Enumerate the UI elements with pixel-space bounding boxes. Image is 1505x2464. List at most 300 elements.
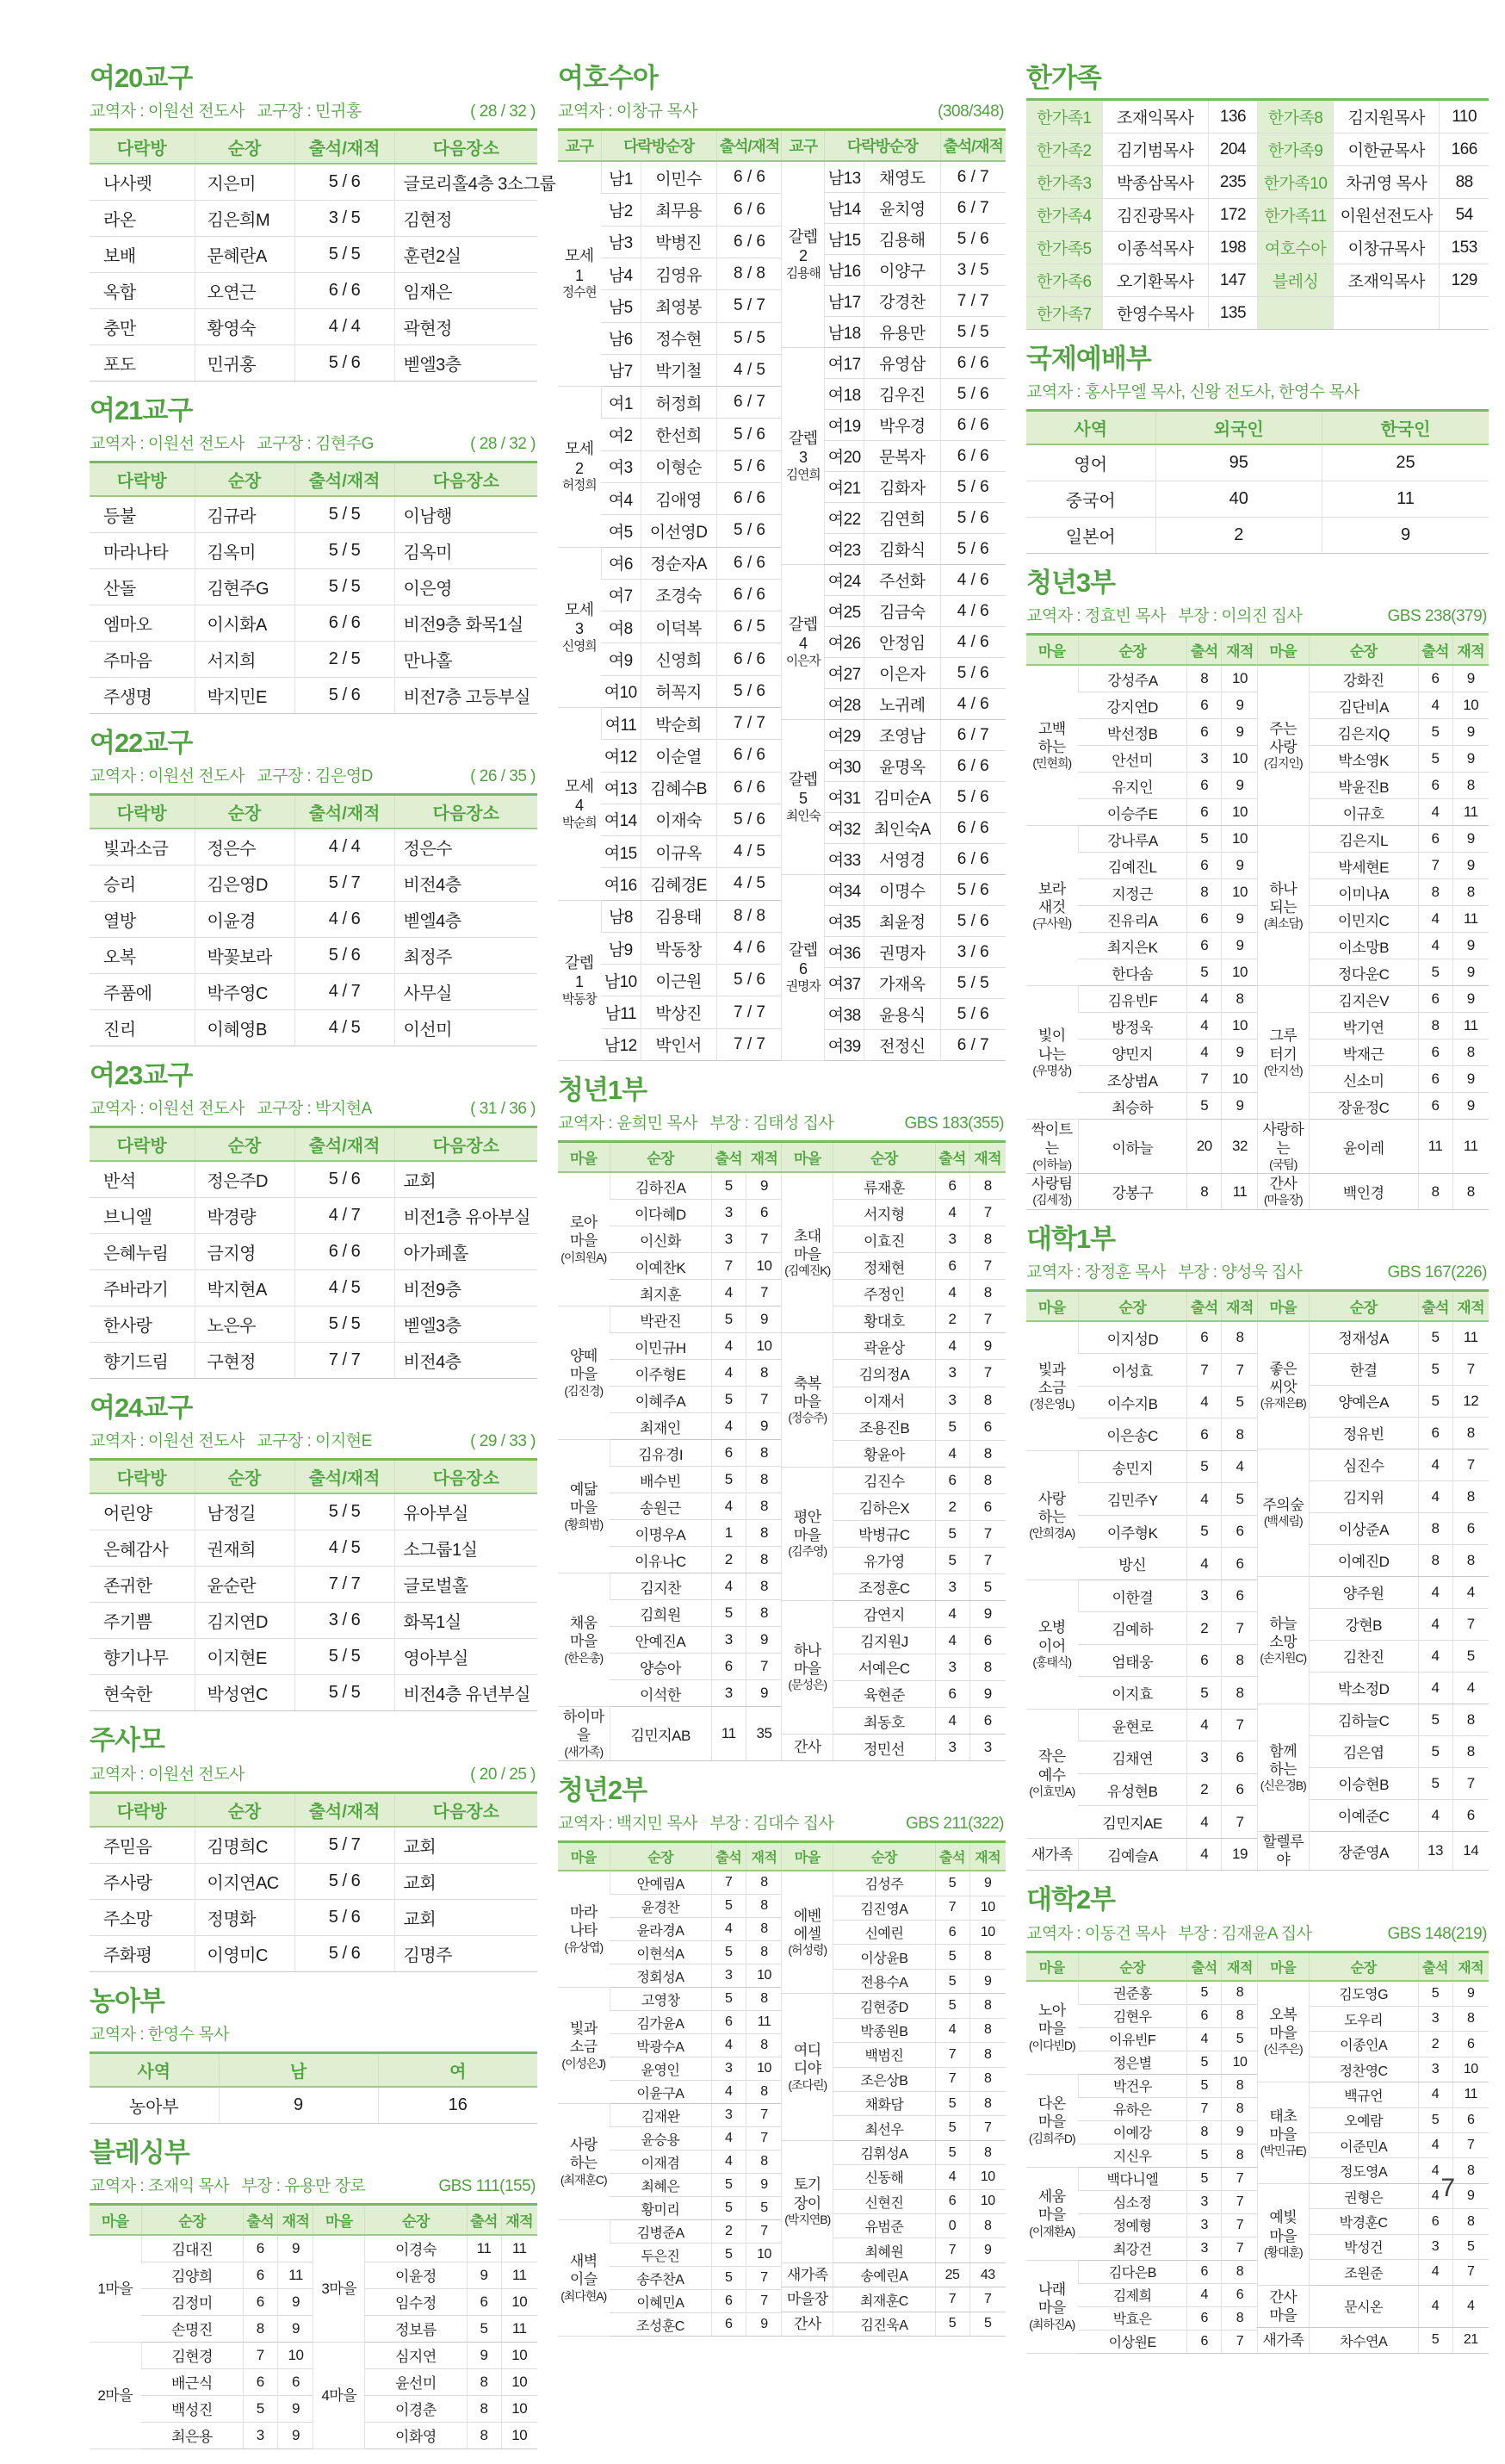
group-label-line: 최인숙: [785, 809, 821, 823]
cell: 주믿음: [90, 1827, 195, 1864]
cell: 조은상B: [833, 2067, 935, 2091]
table-row: [1026, 665, 1258, 692]
cell: 7: [1222, 2237, 1258, 2260]
cell: 8: [243, 2315, 277, 2342]
cell: 7 / 7: [294, 1567, 394, 1603]
cell: 5: [1418, 746, 1452, 773]
cell: 4: [711, 1360, 746, 1387]
table-row: [90, 1010, 537, 1046]
cell: 심지연: [365, 2342, 467, 2368]
column-header: 사역: [90, 2052, 219, 2087]
cell: 6 / 6: [294, 605, 394, 642]
cell: 남3: [601, 226, 641, 258]
cell: 3: [935, 1573, 969, 1600]
cell: 이수지B: [1078, 1386, 1187, 1418]
table-row: [1257, 1321, 1489, 1354]
cell: 6: [1187, 2004, 1222, 2027]
cell: 6: [1418, 2209, 1452, 2234]
cell: 여22: [825, 503, 864, 534]
group-label-line: 마을: [1037, 2206, 1066, 2224]
hanfamily-dept-title: 한가족: [1026, 63, 1101, 93]
cell: 6: [935, 1253, 969, 1280]
cell: 5 / 6: [940, 999, 1006, 1030]
cell: 8: [1222, 1418, 1258, 1451]
table-row: [782, 1333, 1006, 1360]
group-label-line: 세움: [1037, 2188, 1066, 2206]
cell: 10: [501, 2342, 537, 2368]
cell: 11: [1452, 2082, 1489, 2107]
group-label: [1026, 1321, 1078, 1451]
column-header: 교구: [782, 130, 825, 162]
cell: 9: [969, 1333, 1006, 1360]
cell: 6: [1418, 1040, 1452, 1066]
header-row: [782, 130, 1006, 162]
cell: 조성훈C: [610, 2313, 711, 2337]
meta-staff: 교역자 : 이원선 전도사 교구장 : 김은영D: [90, 767, 373, 786]
cell: 강지연D: [1078, 692, 1187, 719]
group: [782, 348, 1006, 565]
cell: 6: [1187, 933, 1222, 959]
cell: 5: [935, 2116, 969, 2140]
group-label-line: 마을: [1269, 2227, 1298, 2244]
meta-staff: 교역자 : 정효빈 목사 부장 : 이의진 집사: [1026, 607, 1303, 626]
cell: 3: [1187, 746, 1222, 773]
column-header: 마을: [1257, 1952, 1309, 1981]
cell: 8: [1452, 1174, 1489, 1210]
cell: 10: [746, 1964, 782, 1988]
univ1-dept-title: 대학1부: [1026, 1223, 1116, 1254]
cell: 김정미: [141, 2288, 243, 2315]
cell: 윤순란: [195, 1567, 294, 1603]
cell: 3: [711, 1627, 746, 1654]
group: [558, 1573, 782, 1707]
group: [1026, 1981, 1258, 2075]
cell: 8: [1452, 879, 1489, 906]
cell: 8: [1418, 1544, 1452, 1576]
youth1-dept-subtable: [781, 1140, 1006, 1761]
univ1-dept-tables: [1026, 1289, 1489, 1871]
cell: 김화자: [864, 472, 940, 503]
youth2-dept-meta: [558, 1810, 1004, 1834]
cell: 6 / 6: [294, 1234, 394, 1270]
row-label: 한가족1: [1026, 100, 1102, 133]
table-row: [90, 866, 537, 902]
cell: 강화진: [1309, 665, 1418, 692]
cell: 7: [969, 2116, 1006, 2140]
yeo21-district-table: [90, 461, 537, 714]
cell: 이미나A: [1309, 879, 1418, 906]
group-label-line: 이어: [1037, 1637, 1066, 1654]
yeo23-district-table: [90, 1126, 537, 1379]
cell: 4: [711, 2081, 746, 2104]
cell: 8: [746, 1493, 782, 1520]
cell: 만나홀: [394, 642, 537, 678]
column-header: 다음장소: [394, 130, 537, 164]
group-label-line: 할렐루야: [1262, 1833, 1304, 1869]
cell: 5: [746, 2197, 782, 2220]
group-label-line: (이희원A): [561, 1250, 607, 1264]
cell: 김지연D: [195, 1603, 294, 1639]
group: [782, 720, 1006, 875]
cell: 송예린A: [833, 2262, 935, 2287]
yeo23-district-meta: [90, 1095, 536, 1119]
cell: 3 / 6: [294, 1603, 394, 1639]
table-row: [558, 387, 782, 419]
cell: 이신화: [610, 1226, 711, 1253]
cell: 8: [969, 1994, 1006, 2018]
group-label-line: 갈렙: [788, 227, 818, 245]
group-label: [90, 2342, 141, 2448]
group-label: [558, 387, 601, 547]
cell: 이예강: [1078, 2120, 1187, 2144]
column-header: 외국인: [1155, 411, 1322, 445]
cell: 7: [969, 2287, 1006, 2312]
cell: 3: [1187, 2213, 1222, 2237]
group: [558, 1306, 782, 1440]
header-row: [90, 2052, 537, 2087]
cell: 4: [935, 1200, 969, 1226]
group-label-line: (구사원): [1032, 916, 1072, 931]
jusamo: [90, 1726, 537, 1971]
cell: 김진영A: [833, 1896, 935, 1920]
group-label-line: 마을: [1037, 2113, 1066, 2131]
group: [1257, 665, 1489, 826]
cell: 5 / 5: [294, 1675, 394, 1711]
cell: 한영수목사: [1102, 297, 1208, 330]
cell: 7: [1222, 1709, 1258, 1741]
cell: 10: [277, 2342, 313, 2368]
group-label-line: 함께: [1269, 1742, 1298, 1760]
group-label-line: (새가족): [564, 1744, 604, 1759]
cell: 6: [1187, 1644, 1222, 1676]
univ2-dept-meta: [1026, 1921, 1487, 1944]
table-row: [90, 902, 537, 938]
cell: 박소영K: [1309, 746, 1418, 773]
cell: 2: [1187, 1773, 1222, 1805]
column-header: 순장: [141, 2204, 243, 2235]
cell: 김지은V: [1309, 986, 1418, 1013]
cell: 8: [746, 1918, 782, 1941]
meta-count: ( 28 / 32 ): [470, 435, 536, 454]
column-header: 순장: [833, 1142, 935, 1173]
cell: 5: [711, 2197, 746, 2220]
cell: 4: [711, 1280, 746, 1306]
blessing-dept-subtable: [313, 2203, 537, 2449]
cell: 최영봉: [641, 290, 716, 322]
group-label: [558, 1707, 610, 1761]
cell: 여36: [825, 937, 864, 968]
cell: 배수빈: [610, 1467, 711, 1493]
table-row: [558, 1306, 782, 1333]
cell: 이재겸: [610, 2151, 711, 2174]
group-label: [782, 2312, 833, 2336]
cell: 정수현: [641, 322, 716, 354]
cell: 4 / 6: [294, 902, 394, 938]
cell: 19: [1222, 1838, 1258, 1871]
meta-count: ( 20 / 25 ): [470, 1765, 536, 1784]
cell: 신현진: [833, 2189, 935, 2213]
cell: 6: [1418, 826, 1452, 853]
group-label: [1026, 1709, 1078, 1838]
table-row: [90, 273, 537, 309]
cell: 4 / 6: [716, 932, 782, 964]
cell: 4: [1418, 692, 1452, 719]
column-right: [1026, 64, 1489, 2464]
cell: 7: [935, 2067, 969, 2091]
table-row: [1257, 1576, 1489, 1608]
group-label-line: 간사: [1269, 2288, 1298, 2306]
cell: 8: [969, 1654, 1006, 1680]
cell: 이명수: [864, 875, 940, 906]
group-label-line: (이다빈D): [1028, 2038, 1075, 2052]
group: [782, 1172, 1006, 1333]
cell: 라온: [90, 201, 195, 237]
cell: 이은송C: [1078, 1418, 1187, 1451]
header-row: [1026, 411, 1489, 445]
group-label: [782, 2287, 833, 2312]
cell: 5: [935, 1994, 969, 2018]
group-label: [1026, 2167, 1078, 2260]
column-header: 출석: [1187, 1290, 1222, 1321]
yeo21-district: [90, 396, 537, 714]
meta-count: ( 29 / 33 ): [470, 1432, 536, 1451]
cell: 172: [1208, 199, 1257, 232]
cell: 9: [746, 1413, 782, 1440]
cell: 7: [969, 1547, 1006, 1573]
cell: 6: [1418, 1417, 1452, 1449]
cell: 서지희: [195, 642, 294, 678]
cell: 권준홍: [1078, 1981, 1187, 2005]
cell: 5 / 6: [294, 1161, 394, 1198]
cell: 8: [1418, 879, 1452, 906]
table-row: [1257, 986, 1489, 1013]
cell: 6: [1187, 719, 1222, 746]
cell: 6: [1452, 1799, 1489, 1831]
cell: 교회: [394, 1161, 537, 1198]
group-label: [90, 2235, 141, 2343]
table-row: [1026, 444, 1489, 481]
cell: 김가윤A: [610, 2011, 711, 2034]
cell: 8: [467, 2368, 501, 2395]
cell: 임수정: [365, 2288, 467, 2315]
cell: 박기철: [641, 354, 716, 386]
table-row: [1257, 1831, 1489, 1871]
cell: 여13: [601, 772, 641, 804]
column-header: 다음장소: [394, 1792, 537, 1827]
cell: 6: [1187, 1321, 1222, 1354]
cell: 김명희C: [195, 1827, 294, 1864]
table-row: [90, 345, 537, 382]
cell: 최강건: [1078, 2237, 1187, 2260]
cell: 어린양: [90, 1493, 195, 1530]
table-row: [1026, 481, 1489, 518]
table-row: [1026, 264, 1489, 297]
cell: 주생명: [90, 678, 195, 714]
group-label: [1257, 1704, 1309, 1831]
cell: 박성연C: [195, 1675, 294, 1711]
cell: 김영유: [641, 258, 716, 289]
cell: 8: [746, 2081, 782, 2104]
cell: 심진수: [1309, 1449, 1418, 1480]
column-header: 순장: [1078, 1290, 1187, 1321]
cell: 3: [711, 1964, 746, 1988]
cell: 8: [1187, 1174, 1222, 1210]
cell: 박관진: [610, 1306, 711, 1333]
youth3-dept-subtable: [1257, 633, 1489, 1210]
cell: 박동창: [641, 932, 716, 964]
group: [1257, 1174, 1489, 1210]
cell: 4: [1418, 1608, 1452, 1640]
cell: 김지찬: [610, 1573, 711, 1600]
table-row: [558, 547, 782, 579]
group-label: [1257, 1449, 1309, 1576]
cell: 6 / 6: [940, 441, 1006, 472]
group-label-line: 2마을: [97, 2386, 133, 2404]
cell: 문시온: [1309, 2285, 1418, 2328]
cell: 8 / 8: [716, 900, 782, 932]
group-label-line: 주의숲: [1262, 1497, 1304, 1514]
cell: 4: [1187, 1548, 1222, 1580]
cell: 양승아: [610, 1654, 711, 1680]
cell: 중국어: [1026, 481, 1155, 518]
cell: 8: [1418, 1174, 1452, 1210]
joshua-dept-subtable: [558, 128, 782, 1061]
yeo22-district: [90, 729, 537, 1046]
cell: 김하늘C: [1309, 1704, 1418, 1735]
group-label-line: 마을: [1269, 2126, 1298, 2143]
cell: 김유경I: [610, 1440, 711, 1467]
meta-count: GBS 183(355): [904, 1114, 1004, 1133]
cell: 7 / 7: [716, 1028, 782, 1060]
intl-worship-dept: [1026, 344, 1489, 554]
group-label-line: (김세정): [1032, 1193, 1072, 1207]
group-label-line: 하나: [1269, 880, 1298, 897]
cell: 여20: [825, 441, 864, 472]
meta-count: GBS 148(219): [1387, 1924, 1487, 1943]
cell: 8: [1187, 665, 1222, 692]
cell: 이명우A: [610, 1520, 711, 1547]
cell: 김은지Q: [1309, 719, 1418, 746]
cell: 심소정: [1078, 2190, 1187, 2213]
cell: 3: [711, 1226, 746, 1253]
hanfamily-dept: [1026, 64, 1489, 330]
column-header: 출석/재적: [294, 462, 394, 497]
table-row: [1257, 1704, 1489, 1735]
group-label-line: 권명자: [785, 979, 821, 994]
cell: 비전4층: [394, 866, 537, 902]
cell: 6: [467, 2288, 501, 2315]
group-label: [1026, 986, 1078, 1120]
cell: 10: [1222, 879, 1258, 906]
group-label: [782, 1871, 833, 1994]
cell: 3: [711, 1200, 746, 1226]
cell: 5: [969, 1573, 1006, 1600]
cell: 9: [1222, 719, 1258, 746]
cell: 5: [1418, 1767, 1452, 1799]
column-header: 재적: [501, 2204, 537, 2235]
cell: 남8: [601, 900, 641, 932]
cell: 정순자A: [641, 547, 716, 579]
table-row: [1026, 297, 1489, 330]
cell: 여35: [825, 906, 864, 937]
cell: 8: [969, 1280, 1006, 1306]
cell: 3 / 5: [294, 201, 394, 237]
blessing-dept-meta: [90, 2173, 536, 2196]
cell: 여32: [825, 813, 864, 844]
cell: 이혜민A: [610, 2290, 711, 2313]
column-header: 재적: [1452, 635, 1489, 666]
cell: 10: [746, 2244, 782, 2267]
univ1-dept-meta: [1026, 1259, 1487, 1282]
group: [90, 2235, 313, 2343]
column-header: 마을: [90, 2204, 141, 2235]
group-label: [1026, 826, 1078, 986]
meta-count: GBS 167(226): [1387, 1263, 1487, 1282]
group-label: [782, 565, 825, 720]
cell: 정유빈: [1309, 1417, 1418, 1449]
cell: 5: [1187, 1450, 1222, 1482]
cell: 9: [746, 1627, 782, 1654]
cell: 일본어: [1026, 518, 1155, 554]
cell: 노은우: [195, 1306, 294, 1343]
group-label: [782, 720, 825, 875]
cell: 박재근: [1309, 1040, 1418, 1066]
cell: 136: [1208, 100, 1257, 133]
cell: 여21: [825, 472, 864, 503]
yeo22-district-table: [90, 793, 537, 1046]
cell: 여26: [825, 627, 864, 658]
cell: 8: [969, 1467, 1006, 1493]
cell: 이주형K: [1078, 1515, 1187, 1547]
header-row: [90, 2204, 313, 2235]
cell: [1440, 297, 1489, 330]
table-row: [90, 974, 537, 1010]
cell: 7: [746, 2267, 782, 2290]
group-label: [1257, 2082, 1309, 2184]
group-label: [558, 1306, 610, 1440]
cell: 4 / 5: [294, 1270, 394, 1306]
meta-staff: 교역자 : 이동건 목사 부장 : 김재윤A 집사: [1026, 1924, 1312, 1943]
group-label-line: 갈렙: [788, 429, 818, 447]
cell: 이혜주A: [610, 1387, 711, 1413]
cell: 채화담: [833, 2091, 935, 2115]
cell: 남9: [601, 932, 641, 964]
cell: 이석한: [610, 1680, 711, 1707]
cell: 5: [711, 1600, 746, 1627]
cell: 5: [1418, 959, 1452, 986]
cell: 8: [1222, 1321, 1258, 1354]
group-label-line: 빛과: [1037, 1361, 1066, 1378]
group-label-line: (김지인): [1263, 756, 1303, 771]
cell: 6: [1418, 665, 1452, 692]
column-header: 순장: [610, 1142, 711, 1173]
cell: 이원선전도사: [1334, 199, 1440, 232]
cell: 10: [746, 1253, 782, 1280]
group: [1026, 665, 1258, 826]
group-label-line: (최하진A): [1029, 2317, 1075, 2331]
yeo20-district: [90, 63, 556, 382]
column-header: 재적: [969, 1842, 1006, 1871]
group: [782, 1871, 1006, 1994]
cell: 11: [501, 2262, 537, 2288]
group-label-line: 사랑: [1269, 739, 1298, 756]
cell: 여14: [601, 804, 641, 835]
youth2-dept-subtable: [781, 1840, 1006, 2337]
cell: 최윤정: [864, 906, 940, 937]
cell: 5 / 6: [294, 1899, 394, 1935]
cell: 9: [746, 1306, 782, 1333]
cell: 9: [1222, 1040, 1258, 1066]
